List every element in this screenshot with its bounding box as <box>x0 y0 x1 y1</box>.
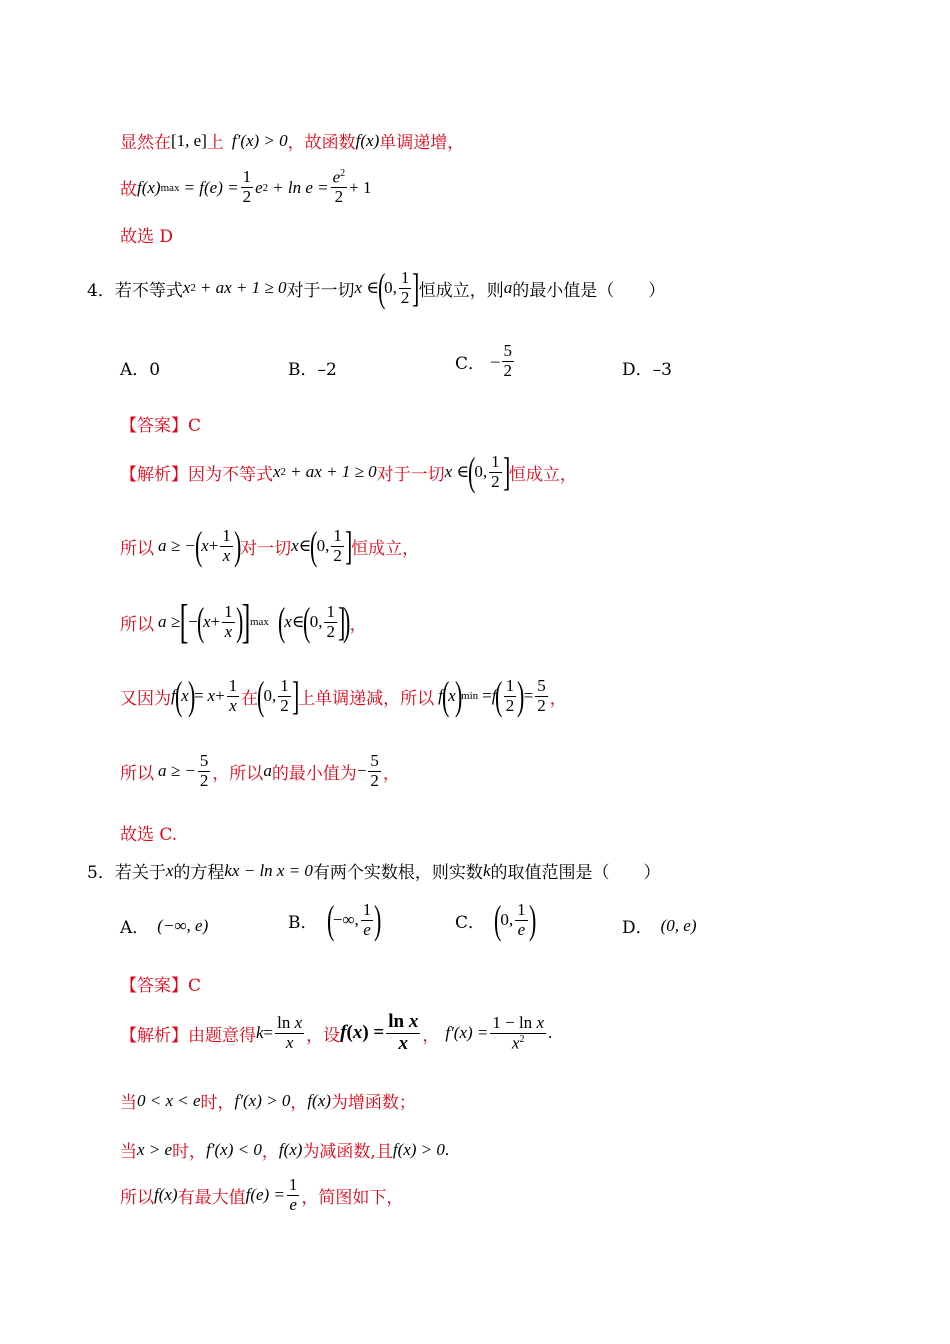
text: 对一切 <box>240 538 292 559</box>
text: 恒成立， <box>508 464 577 485</box>
math-plus-one: + 1 <box>349 177 372 197</box>
fraction-one-over-e: $\frac{1}{e}$ <box>517 899 526 939</box>
math-derivative: f′(x) > 0 <box>234 1090 291 1110</box>
text: 的最小值为 <box>271 763 357 784</box>
option-a <box>120 913 208 938</box>
text: 时， <box>200 1093 235 1113</box>
option-text: D．–3 <box>622 360 672 380</box>
text: 【解析】因为不等式 <box>120 464 273 485</box>
math-a-geq: a ≥ − <box>158 761 196 781</box>
text: 的最小值是（ ） <box>512 280 666 301</box>
math-range: 0 < x < e <box>137 1090 201 1110</box>
text: 显然在 <box>120 133 171 153</box>
text: ， <box>549 688 567 709</box>
math-equation: kx − ln x = 0 <box>224 860 313 880</box>
text: 上单调递减，所以 <box>298 688 435 709</box>
text: ，故函数 <box>287 133 356 153</box>
text: 恒成立，则 <box>418 280 504 301</box>
text: 所以 <box>120 1187 154 1208</box>
text: 在 <box>241 688 259 709</box>
fraction-one-over-x: $\frac{1}{x}$ <box>224 601 233 641</box>
fraction-half: $\frac{1}{2}$ <box>326 601 335 641</box>
fraction-five-halves: $\frac{5}{2}$ <box>370 751 379 790</box>
answer-text: 【答案】C <box>120 976 202 996</box>
math-fx: f(x) <box>137 177 161 197</box>
text: . <box>444 1139 450 1159</box>
fraction-one-over-e: $\frac{1}{e}$ <box>288 1175 298 1214</box>
solution-5-line4 <box>120 1176 403 1214</box>
math-fe: f(e) = <box>245 1185 285 1205</box>
option-a <box>120 355 160 380</box>
question-number: 4．若不等式 <box>87 280 183 301</box>
text: 又因为 <box>120 688 171 709</box>
fraction-five-halves: $\frac{5}{2}$ <box>199 751 209 790</box>
solution-4-line1: 【解析】因为不等式 x 2 + ax + 1 ≥ 0 对于一切 x ∈ ( 0, $\frac{1}{2}$ ] 恒成立， <box>120 449 577 494</box>
math-x-in: x ∈ <box>444 462 470 481</box>
option-d <box>622 355 672 380</box>
text: 恒成立， <box>351 538 420 559</box>
question-5 <box>87 858 660 883</box>
math-ln-e: + ln e = <box>272 177 329 197</box>
text: 对于一切 <box>376 464 445 485</box>
solution-4-line2: 所以 a ≥ − ( x + $\frac{1}{x}$ ) 对一切 x ∈ ( 0, $\frac{1}{2}$ ] 恒成立， <box>120 523 420 568</box>
math-fx: f(x) <box>307 1090 331 1110</box>
fraction-half: $\frac{1}{2}$ <box>505 675 515 715</box>
solution-5-line2 <box>120 1088 416 1113</box>
text: ， <box>422 1025 440 1046</box>
text: 单调递增， <box>379 133 465 153</box>
math-inequality: + ax + 1 ≥ 0 <box>290 462 377 481</box>
solution-line-monotonic <box>120 128 464 153</box>
subscript-min: min <box>461 690 479 702</box>
answer-4 <box>120 411 201 436</box>
text: 上 <box>206 133 224 153</box>
choice-c-line <box>120 820 177 845</box>
text: 对于一切 <box>286 280 355 301</box>
text: 当 <box>120 1093 137 1113</box>
math-positive: f(x) > 0 <box>392 1139 445 1159</box>
option-d <box>622 913 697 938</box>
text: 有两个实数根，则实数 <box>312 863 483 883</box>
text: ，简图如下， <box>301 1187 404 1208</box>
math-derivative: f′(x) < 0 <box>206 1139 262 1159</box>
solution-4-line4: 又因为 f ( x ) = x + $\frac{1}{x}$ 在 ( 0, $\frac{1}{2}$ ] 上单调递减，所以 f ( x ) min = f ( $\frac{1}{2}$ ) = $\frac{5}{2}$ ， <box>120 673 567 718</box>
text: 有最大值 <box>177 1187 246 1208</box>
option-c: C． – $\frac{5}{2}$ <box>455 341 513 380</box>
math-inequality: + ax + 1 ≥ 0 <box>199 278 287 297</box>
option-text: B．–2 <box>288 360 337 380</box>
fraction-half: $\frac{1}{2}$ <box>242 167 252 207</box>
text: 故 <box>120 180 137 201</box>
text: ， <box>349 614 367 635</box>
text: 为增函数； <box>330 1093 416 1113</box>
text: 为减函数,且 <box>302 1142 393 1162</box>
question-number: 5．若关于 <box>87 863 166 883</box>
math-a-geq: a ≥ <box>158 612 181 631</box>
math-k: k <box>482 860 491 880</box>
text: ， <box>261 1142 279 1162</box>
fraction-half: $\frac{1}{2}$ <box>280 675 289 715</box>
solution-4-line3: 所以 a ≥ [ − ( x + $\frac{1}{x}$ ) ] max ( x ∈ ( 0, $\frac{1}{2}$ ] ) ， <box>120 595 367 648</box>
math-fe: = f(e) = <box>183 177 239 197</box>
fraction-derivative: $\frac{\text{1 − ln x}}{x^2}$ <box>492 1012 544 1053</box>
fraction-e2-over-2: $\frac{e^2}{2}$ <box>332 167 346 207</box>
math-a: a <box>503 278 513 297</box>
option-b <box>288 355 337 380</box>
math-derivative: f′(x) > 0 <box>231 130 288 150</box>
solution-5-line3 <box>120 1137 449 1162</box>
text: 当 <box>120 1142 137 1162</box>
option-label: C． <box>455 912 486 933</box>
solution-4-line5: 所以 a ≥ − $\frac{5}{2}$ ，所以 a 的最小值为 − $\frac{5}{2}$ ， <box>120 751 400 790</box>
option-b: B． ( −∞, $\frac{1}{e}$ ) <box>288 897 382 942</box>
fraction-half: $\frac{1}{2}$ <box>400 267 410 307</box>
option-label: D． <box>622 918 653 938</box>
math-fx: f(x) <box>154 1185 178 1205</box>
choice-d-line <box>120 222 173 247</box>
text: 所以 <box>120 614 154 635</box>
text: 的取值范围是（ ） <box>490 863 661 883</box>
text: ，所以 <box>212 763 264 784</box>
fraction-half: $\frac{1}{2}$ <box>491 451 500 491</box>
question-4: 4．若不等式 x 2 + ax + 1 ≥ 0 对于一切 x ∈ ( 0, $\frac{1}{2}$ ] 恒成立，则 a 的最小值是（ ） <box>87 265 666 310</box>
math-fx: f(x) <box>355 130 380 150</box>
text: 故选 C. <box>120 825 178 845</box>
fraction-lnx-over-x: $\frac{\text{ln x}}{x}$ <box>388 1011 419 1054</box>
fraction-one-over-x: $\frac{1}{x}$ <box>222 525 231 565</box>
text: ， <box>382 763 400 784</box>
fraction-five-halves: $\frac{5}{2}$ <box>537 675 546 715</box>
text: ，设 <box>306 1025 341 1046</box>
fraction-five-halves: $\frac{5}{2}$ <box>503 341 513 380</box>
option-text: A．0 <box>120 360 161 380</box>
option-label: C． <box>455 353 486 374</box>
answer-5 <box>120 971 201 996</box>
option-interval: (−∞, e) <box>157 915 209 935</box>
math-fx: f(x) <box>278 1139 303 1159</box>
math-x: x <box>165 860 174 880</box>
fraction-lnx-over-x: $\frac{\text{ln x}}{x}$ <box>277 1013 303 1052</box>
fraction-one-over-e: $\frac{1}{e}$ <box>362 899 372 939</box>
option-c: C． ( 0, $\frac{1}{e}$ ) <box>455 897 536 942</box>
solution-line-max: 故 f(x) max = f(e) = $\frac{1}{2}$ e 2 + ln e = $\frac{e^2}{2}$ + 1 <box>120 167 372 207</box>
text: 故选 D <box>120 227 174 247</box>
solution-5-line1: 【解析】由题意得 k = $\frac{\text{ln x}}{x}$ ，设 f ( x ) = $\frac{\text{ln x}}{x}$ ， f′(x) = $\frac{\text{1 − ln x}}{x^2}$ . <box>120 1011 553 1054</box>
answer-text: 【答案】C <box>120 416 202 436</box>
text: 所以 <box>120 763 154 784</box>
math-a-geq: a ≥ − <box>158 536 196 555</box>
text: 所以 <box>120 538 154 559</box>
math-interval: [1, e] <box>171 130 207 150</box>
math-range: x > e <box>137 1139 173 1159</box>
option-interval: (0, e) <box>660 915 697 935</box>
math-a: a <box>263 761 272 781</box>
text: 时， <box>172 1142 207 1162</box>
subscript-max: max <box>160 181 180 194</box>
math-x-in: x ∈ <box>354 278 379 297</box>
option-label: A． <box>120 918 150 938</box>
text: 【解析】由题意得 <box>120 1025 256 1046</box>
option-label: B． <box>288 912 318 933</box>
fraction-one-over-x: $\frac{1}{x}$ <box>228 675 238 715</box>
text: ， <box>290 1093 308 1113</box>
fraction-half: $\frac{1}{2}$ <box>333 525 342 565</box>
text: 的方程 <box>173 863 225 883</box>
